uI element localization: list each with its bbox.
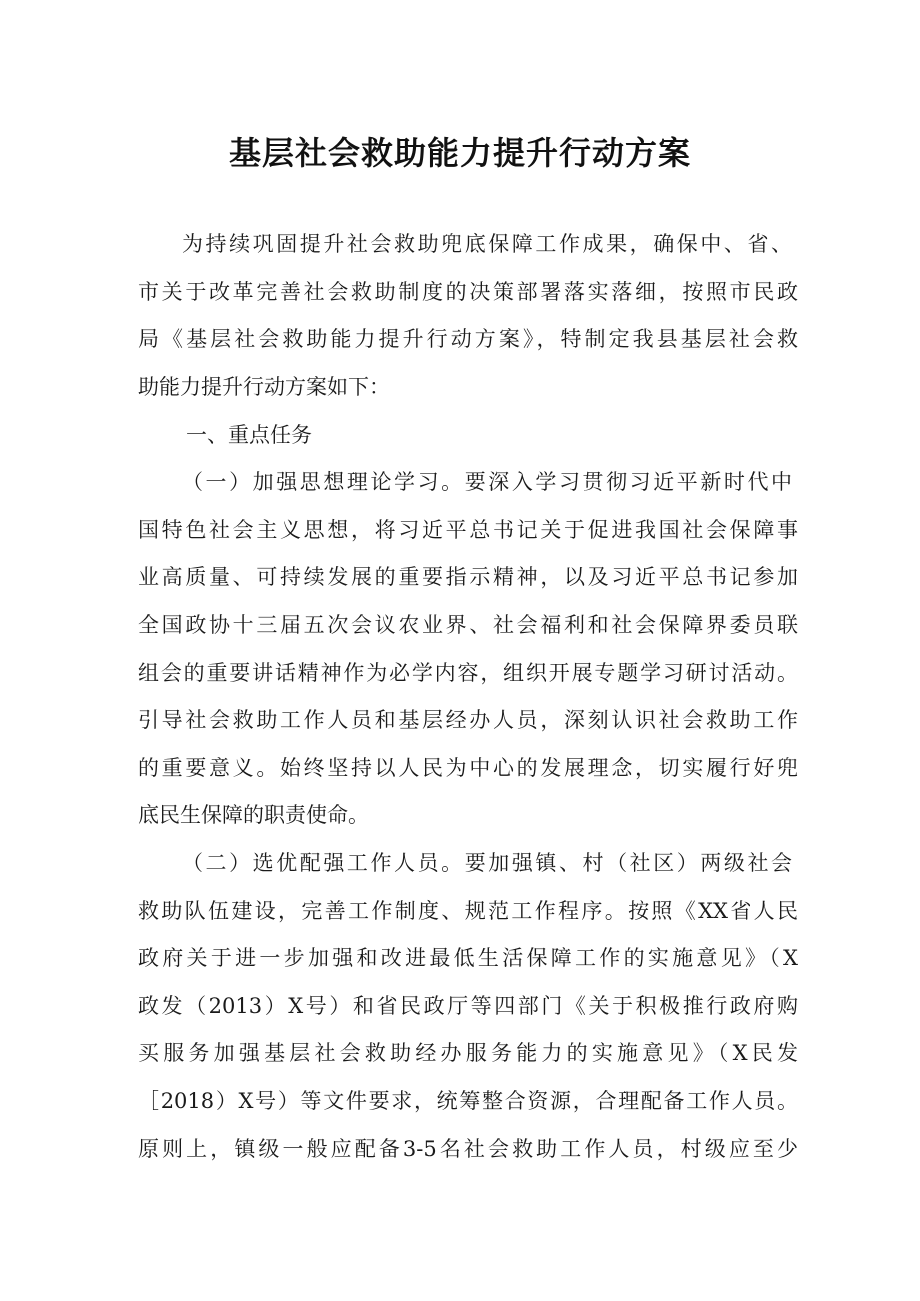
paragraph-line: 业高质量、可持续发展的重要指示精神，以及习近平总书记参加 [138, 565, 798, 589]
paragraph-line: 助能力提升行动方案如下： [138, 375, 390, 399]
paragraph-line: 为持续巩固提升社会救助兜底保障工作成果，确保中、省、 [182, 232, 792, 256]
paragraph-line: 政发（2013）X号）和省民政厅等四部门《关于积极推行政府购 [138, 994, 798, 1018]
paragraph-line: （一）加强思想理论学习。要深入学习贯彻习近平新时代中 [182, 470, 792, 494]
paragraph-line: 全国政协十三届五次会议农业界、社会福利和社会保障界委员联 [138, 613, 798, 637]
paragraph-line: 国特色社会主义思想，将习近平总书记关于促进我国社会保障事 [138, 518, 798, 542]
paragraph-line: 买服务加强基层社会救助经办服务能力的实施意见》（X民发 [138, 1041, 798, 1065]
paragraph-line: 救助队伍建设，完善工作制度、规范工作程序。按照《XX省人民 [138, 899, 798, 923]
paragraph-line: 原则上，镇级一般应配备3-5名社会救助工作人员，村级应至少 [138, 1137, 798, 1161]
section-heading: 一、重点任务 [186, 423, 312, 447]
paragraph-line: 底民生保障的职责使命。 [138, 803, 369, 827]
paragraph-line: 政府关于进一步加强和改进最低生活保障工作的实施意见》（X [138, 946, 798, 970]
document-title: 基层社会救助能力提升行动方案 [228, 134, 691, 172]
paragraph-line: 的重要意义。始终坚持以人民为中心的发展理念，切实履行好兜 [138, 756, 798, 780]
paragraph-line: 市关于改革完善社会救助制度的决策部署落实落细，按照市民政 [138, 280, 798, 304]
paragraph-line: ［2018）X号）等文件要求，统筹整合资源，合理配备工作人员。 [138, 1089, 798, 1113]
paragraph-line: 引导社会救助工作人员和基层经办人员，深刻认识社会救助工作 [138, 708, 798, 732]
paragraph-line: （二）选优配强工作人员。要加强镇、村（社区）两级社会 [182, 851, 792, 875]
paragraph-line: 组会的重要讲话精神作为必学内容，组织开展专题学习研讨活动。 [138, 661, 798, 685]
paragraph-line: 局《基层社会救助能力提升行动方案》，特制定我县基层社会救 [138, 327, 798, 351]
